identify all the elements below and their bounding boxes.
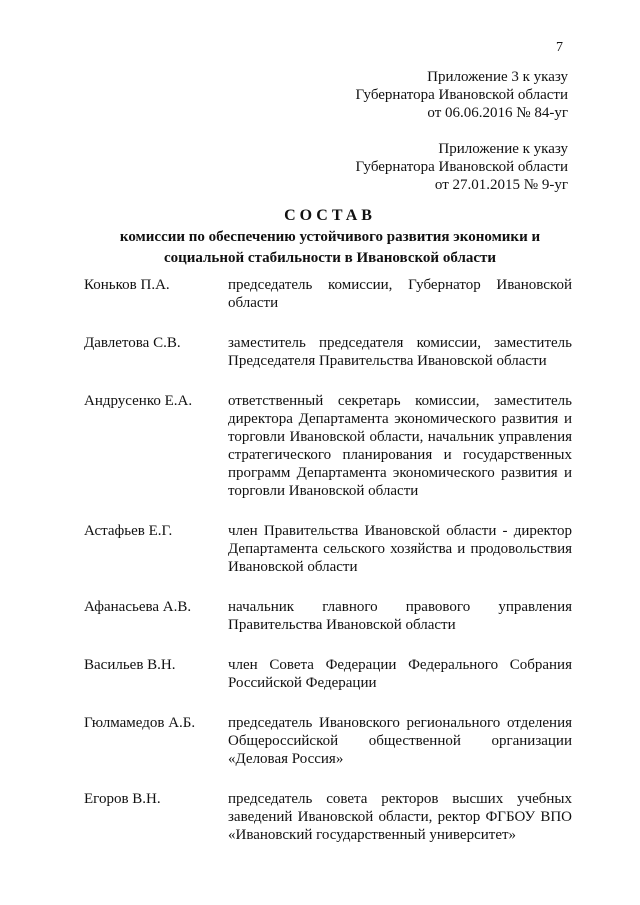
member-row [84, 392, 572, 500]
member-row [84, 598, 572, 634]
member-row [84, 714, 572, 768]
member-role: председатель комиссии, Губернатор Ивановской области [228, 277, 572, 311]
member-name: Васильев В.Н. [84, 657, 176, 673]
member-role: член Совета Федерации Федерального Собрания Российской Федерации [228, 657, 572, 691]
member-name: Коньков П.А. [84, 277, 170, 293]
member-name: Егоров В.Н. [84, 791, 161, 807]
member-row [84, 522, 572, 576]
member-role: председатель Ивановского регионального отделения Общероссийской общественной организации «Деловая Россия» [228, 715, 572, 767]
member-role: начальник главного правового управления Правительства Ивановской области [228, 599, 572, 633]
annex-line: Губернатора Ивановской области [355, 159, 568, 175]
member-name: Андрусенко Е.А. [84, 393, 193, 409]
member-role: ответственный секретарь комиссии, заместитель директора Департамента экономического развития и торговли Ивановской области, начальник управления стратегического планирования и государственных программ Департамента экономического развития и торговли Ивановской области [228, 393, 572, 499]
member-name: Астафьев Е.Г. [84, 523, 173, 539]
member-row [84, 790, 572, 844]
member-row [84, 656, 572, 692]
members-list [84, 276, 572, 866]
document-subtitle-line: комиссии по обеспечению устойчивого развития экономики и [119, 229, 541, 245]
annex-line: Приложение к указу [438, 141, 568, 157]
member-name: Давлетова С.В. [84, 335, 181, 351]
member-role: заместитель председателя комиссии, заместитель Председателя Правительства Ивановской области [228, 335, 572, 369]
annex-line: от 27.01.2015 № 9-уг [434, 177, 568, 193]
member-role: член Правительства Ивановской области - директор Департамента сельского хозяйства и продовольствия Ивановской области [228, 523, 572, 575]
member-row [84, 276, 572, 312]
annex-line: от 06.06.2016 № 84-уг [427, 105, 568, 121]
document-title: СОСТАВ [284, 207, 376, 224]
annex-line: Губернатора Ивановской области [355, 87, 568, 103]
member-name: Гюлмамедов А.Б. [84, 715, 196, 731]
member-name: Афанасьева А.В. [84, 599, 192, 615]
page-number: 7 [556, 40, 563, 55]
annex-line: Приложение 3 к указу [427, 69, 568, 85]
document-subtitle-line: социальной стабильности в Ивановской области [163, 250, 497, 266]
document-heading [60, 206, 600, 268]
annex-header-original [355, 140, 568, 194]
member-row [84, 334, 572, 370]
member-role: председатель совета ректоров высших учебных заведений Ивановской области, ректор ФГБОУ ВПО «Ивановский государственный университет» [228, 791, 572, 843]
annex-header-current [355, 68, 568, 122]
